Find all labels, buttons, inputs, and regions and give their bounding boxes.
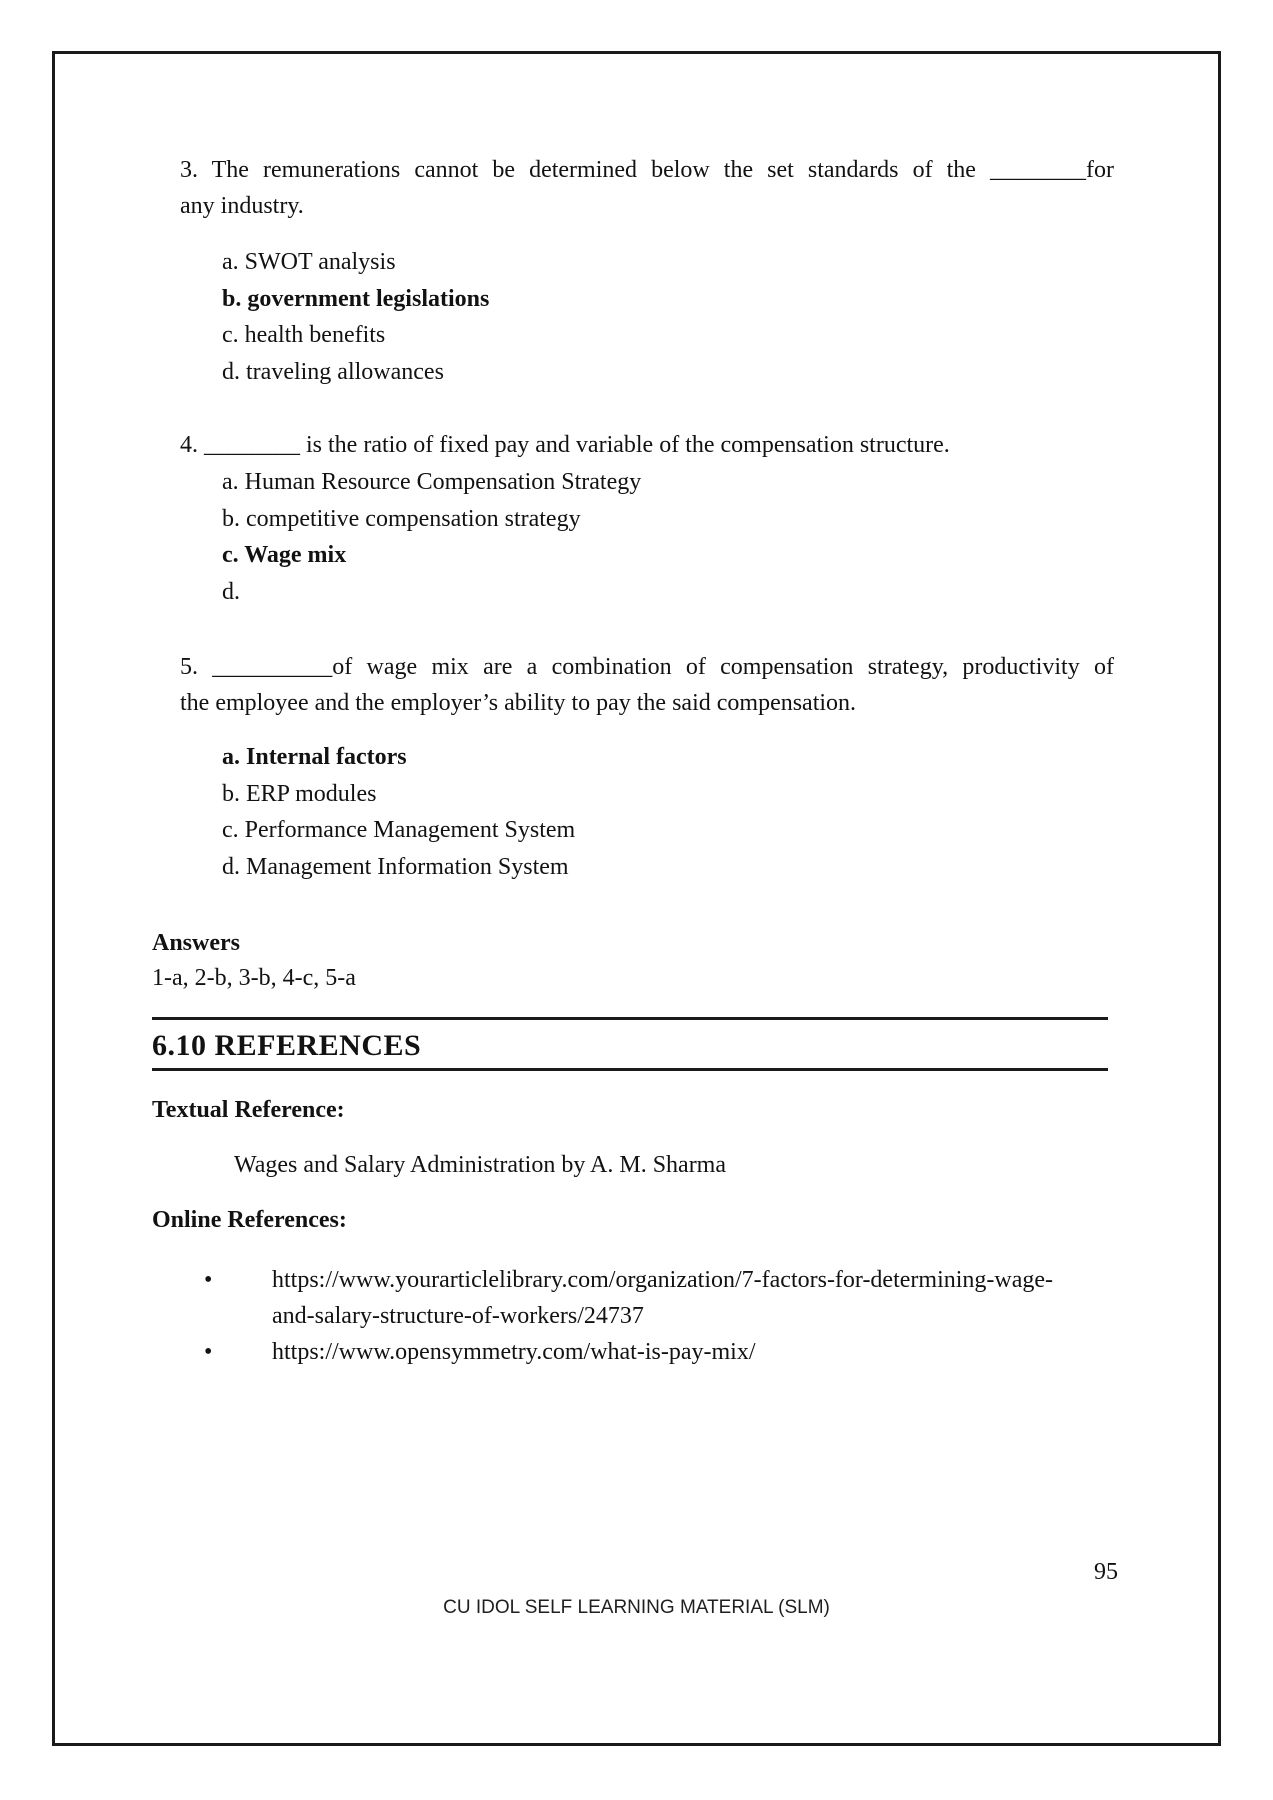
textual-reference-item: Wages and Salary Administration by A. M. Sharma [234,1152,726,1178]
question-4-option-b: b. competitive compensation strategy [222,505,581,532]
answers-heading: Answers [152,930,240,956]
page-number: 95 [1094,1559,1118,1585]
question-5-option-c: c. Performance Management System [222,817,576,844]
question-4-option-d: d. [222,578,240,605]
question-4-option-a: a. Human Resource Compensation Strategy [222,469,642,495]
heading-rule-bottom [152,1068,1108,1071]
question-3-option-d: d. traveling allowances [222,358,444,385]
question-5-option-d: d. Management Information System [222,853,569,880]
question-5-option-b: b. ERP modules [222,780,377,807]
question-5-text [180,649,1114,721]
reference-url: https://www.opensymmetry.com/what-is-pay-mix/ [272,1339,756,1365]
question-5-line-1: 5. __________of wage mix are a combination of compensation strategy, productivity of [180,654,1114,680]
question-4-line-1: 4. ________ is the ratio of fixed pay and variable of the compensation structure. [180,432,950,458]
question-3-option-c: c. health benefits [222,322,386,349]
question-5-options [222,739,1112,885]
question-5-option-a: a. Internal factors [222,744,407,770]
question-4-text [180,427,1114,463]
question-5-line-2: the employee and the employer’s ability to pay the said compensation. [180,690,857,716]
heading-rule-top [152,1017,1108,1020]
question-3-line-2: any industry. [180,193,304,219]
answers-text: 1-a, 2-b, 3-b, 4-c, 5-a [152,965,356,991]
question-3-option-b: b. government legislations [222,285,490,312]
question-3-line-1: 3. The remunerations cannot be determined below the set standards of the ________for [180,157,1114,183]
question-3-text [180,152,1114,224]
question-3-options [222,244,1112,390]
question-3-option-a: a. SWOT analysis [222,249,396,275]
bullet-icon: • [204,1339,213,1365]
bullet-icon: • [204,1267,213,1293]
reference-url: https://www.yourarticlelibrary.com/organization/7-factors-for-determining-wage- [272,1267,1054,1293]
question-4-options [222,464,1112,610]
question-4-option-c: c. Wage mix [222,542,347,569]
online-references-list [152,1262,1108,1370]
reference-url-continued: and-salary-structure-of-workers/24737 [272,1303,644,1329]
footer-text: CU IDOL SELF LEARNING MATERIAL (SLM) [443,1597,830,1618]
online-references-label: Online References: [152,1207,347,1233]
list-item [152,1334,1108,1370]
references-heading: 6.10 REFERENCES [152,1029,422,1062]
textual-reference-label: Textual Reference: [152,1097,345,1123]
list-item [152,1262,1108,1334]
